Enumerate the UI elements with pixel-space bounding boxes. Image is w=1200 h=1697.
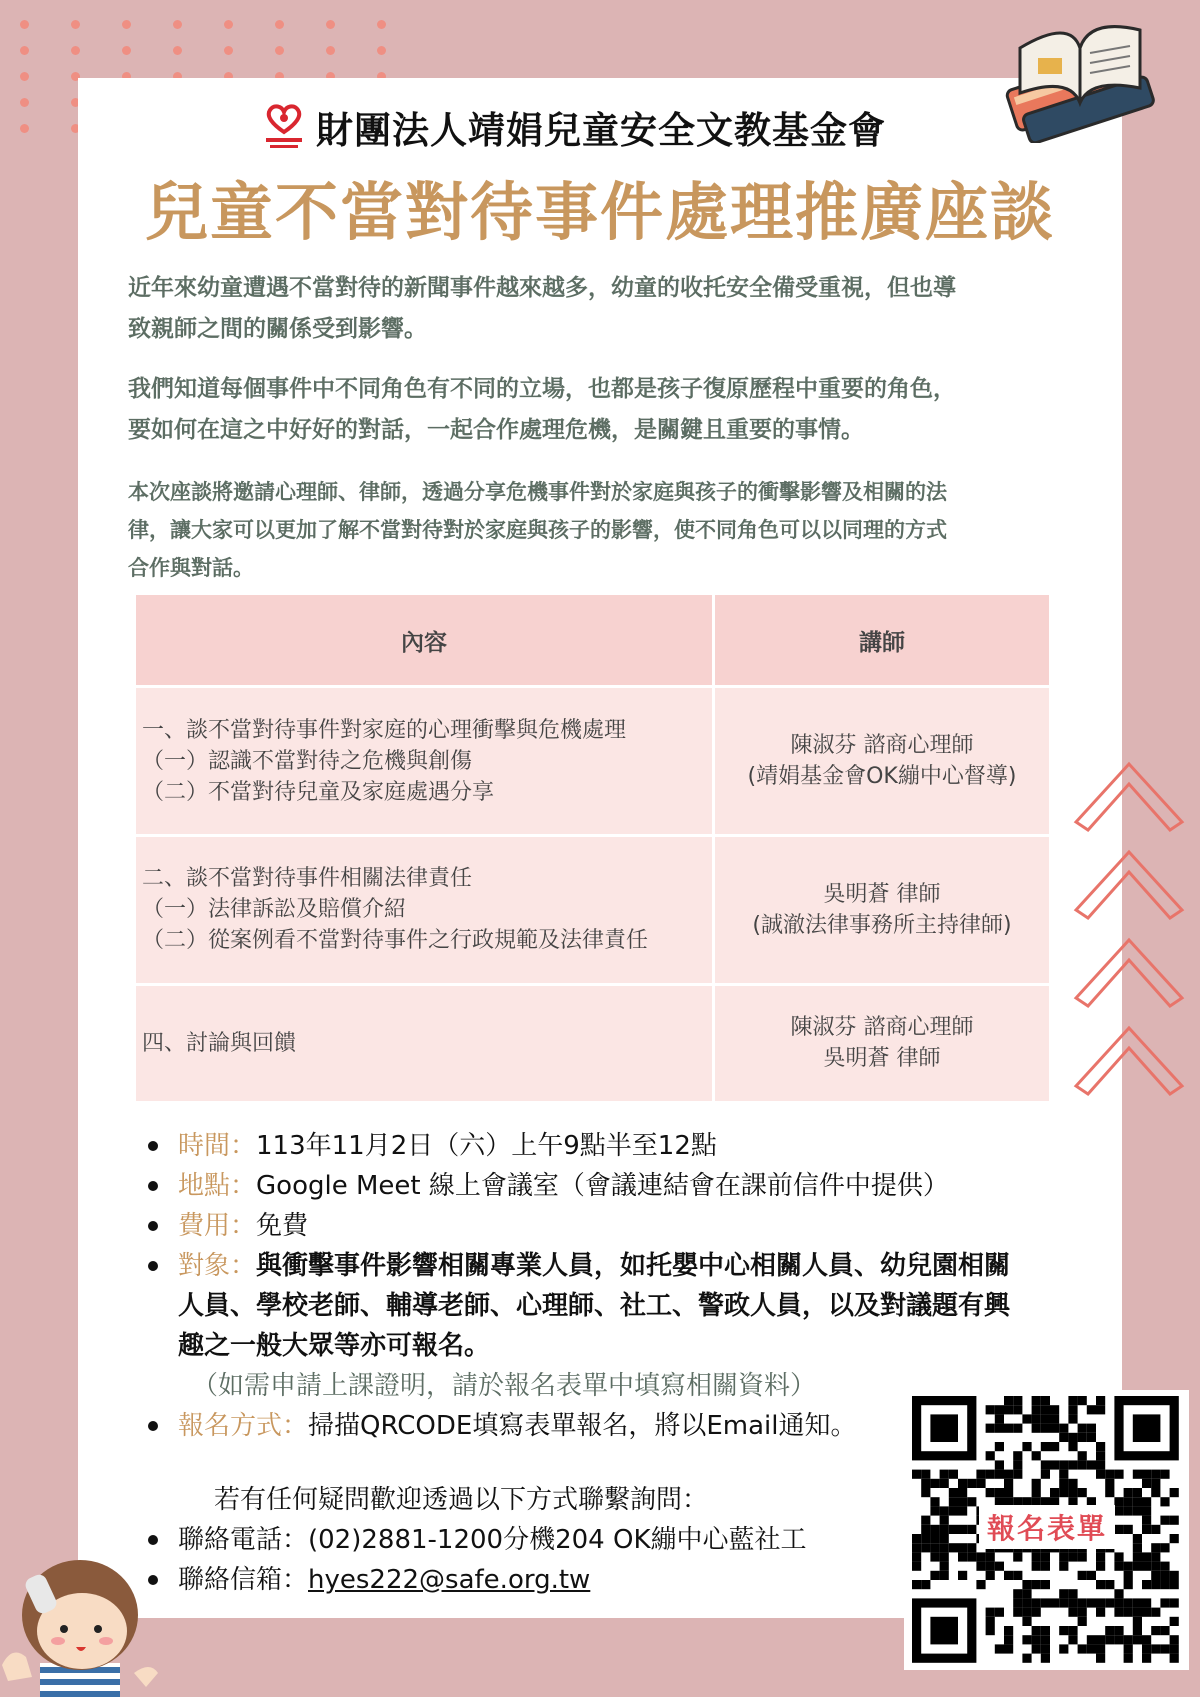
event-title: 兒童不當對待事件處理推廣座談 [145,176,1055,249]
info-time [142,1126,1092,1166]
decorative-dot [173,46,182,55]
bullet-icon [148,1261,158,1271]
organization-header [262,102,886,152]
speaker-line: 吳明蒼 律師 [823,1046,941,1072]
book-illustration [990,8,1160,143]
contact-intro: 若有任何疑問歡迎透過以下方式聯繫詢問： [214,1485,709,1515]
decorative-dot [122,20,131,29]
info-fee [142,1206,1092,1246]
info-place [142,1166,1092,1206]
intro-line: 我們知道每個事件中不同角色有不同的立場，也都是孩子復原歷程中重要的角色， [128,376,956,402]
fee-value: 免費 [256,1211,309,1241]
signup-label: 報名方式： [178,1411,309,1441]
speaker-line: 陳淑芬 諮商心理師 [790,1015,974,1041]
fee-label: 費用： [178,1211,257,1241]
target-value: 人員、學校老師、輔導老師、心理師、社工、警政人員，以及對議題有興 [178,1291,1011,1321]
chevron-up-icon [1070,752,1188,832]
organization-name: 財團法人靖娟兒童安全文教基金會 [316,109,886,152]
speaker-line: 陳淑芬 諮商心理師 [790,733,974,759]
intro-line: 致親師之間的關係受到影響。 [128,316,427,342]
session-line: 一、談不當對待事件對家庭的心理衝擊與危機處理 [142,717,627,743]
decorative-dot [122,46,131,55]
decorative-dot [377,46,386,55]
intro-line: 合作與對話。 [128,556,254,580]
session-line: （一）認識不當對待之危機與創傷 [142,748,473,774]
table-row [136,986,1049,1101]
intro-paragraph-2 [128,369,1078,451]
chevron-up-icon [1070,840,1188,920]
email-link[interactable]: hyes222@safe.org.tw [308,1565,591,1595]
decorative-dot [275,46,284,55]
phone-value: 聯絡電話：(02)2881-1200分機204 OK繃中心藍社工 [178,1525,807,1555]
intro-line: 近年來幼童遭遇不當對待的新聞事件越來越多，幼童的收托安全備受重視，但也導 [128,275,956,301]
decorative-dot [20,46,29,55]
header-content: 內容 [136,595,712,685]
target-value: 與衝擊事件影響相關專業人員，如托嬰中心相關人員、幼兒園相關 [256,1251,1011,1281]
session-line: 二、談不當對待事件相關法律責任 [142,866,473,892]
speaker-line: (靖娟基金會OK繃中心督導) [747,764,1017,790]
decorative-dot [20,124,29,133]
bullet-icon [148,1535,158,1545]
bullet-icon [148,1421,158,1431]
signup-value: 掃描QRCODE填寫表單報名，將以Email通知。 [308,1411,857,1441]
decorative-dot [224,20,233,29]
decorative-dot [326,46,335,55]
time-value: 113年11月2日（六）上午9點半至12點 [256,1131,717,1161]
session-line: （二）從案例看不當對待事件之行政規範及法律責任 [142,928,649,954]
table-row [136,837,1049,983]
decorative-dot [20,20,29,29]
session-content [136,986,712,1101]
schedule-table [133,592,1052,1104]
signup-qr-code[interactable] [904,1390,1189,1670]
chevron-up-icon [1070,928,1188,1008]
intro-line: 律，讓大家可以更加了解不當對待對於家庭與孩子的影響，使不同角色可以以同理的方式 [128,518,947,542]
intro-paragraph-3 [128,473,1078,587]
decorative-dot [173,20,182,29]
bullet-icon [148,1141,158,1151]
intro-line: 本次座談將邀請心理師、律師，透過分享危機事件對於家庭與孩子的衝擊影響及相關的法 [128,480,947,504]
decorative-dot [224,46,233,55]
certificate-note: （如需申請上課證明，請於報名表單中填寫相關資料） [192,1371,817,1401]
info-target [142,1246,1092,1366]
decorative-dot [377,20,386,29]
intro-line: 要如何在這之中好好的對話，一起合作處理危機，是關鍵且重要的事情。 [128,417,864,443]
target-label: 對象： [178,1251,257,1281]
target-value: 趣之一般大眾等亦可報名。 [178,1331,491,1361]
table-row [136,688,1049,834]
decorative-dot [20,72,29,81]
speaker-line: (誠澈法律事務所主持律師) [752,912,1012,938]
session-content [136,688,712,834]
session-line: （一）法律訴訟及賠償介紹 [142,897,407,923]
decorative-dot [275,20,284,29]
email-label: 聯絡信箱： [178,1565,309,1595]
qr-label: 報名表單 [979,1505,1115,1549]
decorative-dot [20,98,29,107]
session-line: 四、討論與回饋 [142,1030,297,1056]
header-speaker: 講師 [715,595,1049,685]
decorative-dot [71,46,80,55]
place-value: Google Meet 線上會議室（會議連結會在課前信件中提供） [256,1171,949,1201]
foundation-logo-icon [262,102,306,152]
decorative-dot [326,20,335,29]
session-speaker [715,986,1049,1101]
table-header-row [136,595,1049,685]
session-speaker [715,837,1049,983]
time-label: 時間： [178,1131,257,1161]
chevron-up-icon [1070,1016,1188,1096]
session-speaker [715,688,1049,834]
session-line: （二）不當對待兒童及家庭處遇分享 [142,779,495,805]
speaker-line: 吳明蒼 律師 [823,881,941,907]
place-label: 地點： [178,1171,257,1201]
bullet-icon [148,1181,158,1191]
bullet-icon [148,1221,158,1231]
session-content [136,837,712,983]
intro-paragraph-1 [128,268,1078,350]
decorative-dot [71,20,80,29]
child-illustration [0,1545,160,1697]
